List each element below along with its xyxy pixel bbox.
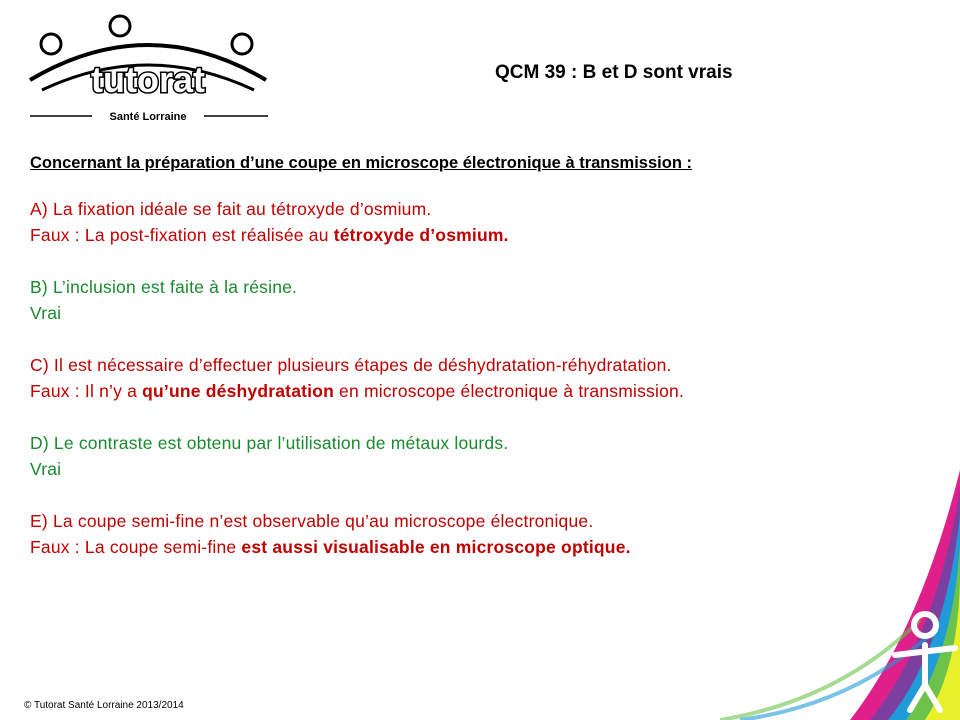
statement-e: E) La coupe semi-fine n’est observable qu’au microscope électronique. <box>30 511 594 531</box>
logo-head-left <box>41 34 61 54</box>
footer-copyright: © Tutorat Santé Lorraine 2013/2014 <box>24 700 184 711</box>
item-c <box>30 352 910 404</box>
logo-head-center <box>110 16 130 36</box>
verdict-b: Vrai <box>30 303 62 323</box>
statement-a: A) La fixation idéale se fait au tétroxyde d’osmium. <box>30 199 432 219</box>
rainbow-swoosh-decoration <box>720 470 960 720</box>
logo-wordmark: tutorat <box>91 59 205 100</box>
qcm-title: QCM 39 : B et D sont vrais <box>495 62 733 83</box>
explanation-e: Faux : La coupe semi-fine est aussi visualisable en microscope optique. <box>30 537 631 557</box>
explanation-a: Faux : La post-fixation est réalisée au tétroxyde d’osmium. <box>30 225 509 245</box>
statement-d: D) Le contraste est obtenu par l’utilisation de métaux lourds. <box>30 433 509 453</box>
verdict-d: Vrai <box>30 459 62 479</box>
item-b <box>30 274 910 326</box>
statement-c: C) Il est nécessaire d’effectuer plusieurs étapes de déshydratation-réhydratation. <box>30 355 672 375</box>
explanation-c: Faux : Il n’y a qu’une déshydratation en microscope électronique à transmission. <box>30 381 685 401</box>
logo-subtitle: Santé Lorraine <box>109 111 187 123</box>
item-a <box>30 196 910 248</box>
question-heading: Concernant la préparation d’une coupe en microscope électronique à transmission : <box>30 154 692 172</box>
logo-head-right <box>232 34 252 54</box>
tutorat-logo <box>22 10 274 128</box>
statement-b: B) L’inclusion est faite à la résine. <box>30 277 298 297</box>
